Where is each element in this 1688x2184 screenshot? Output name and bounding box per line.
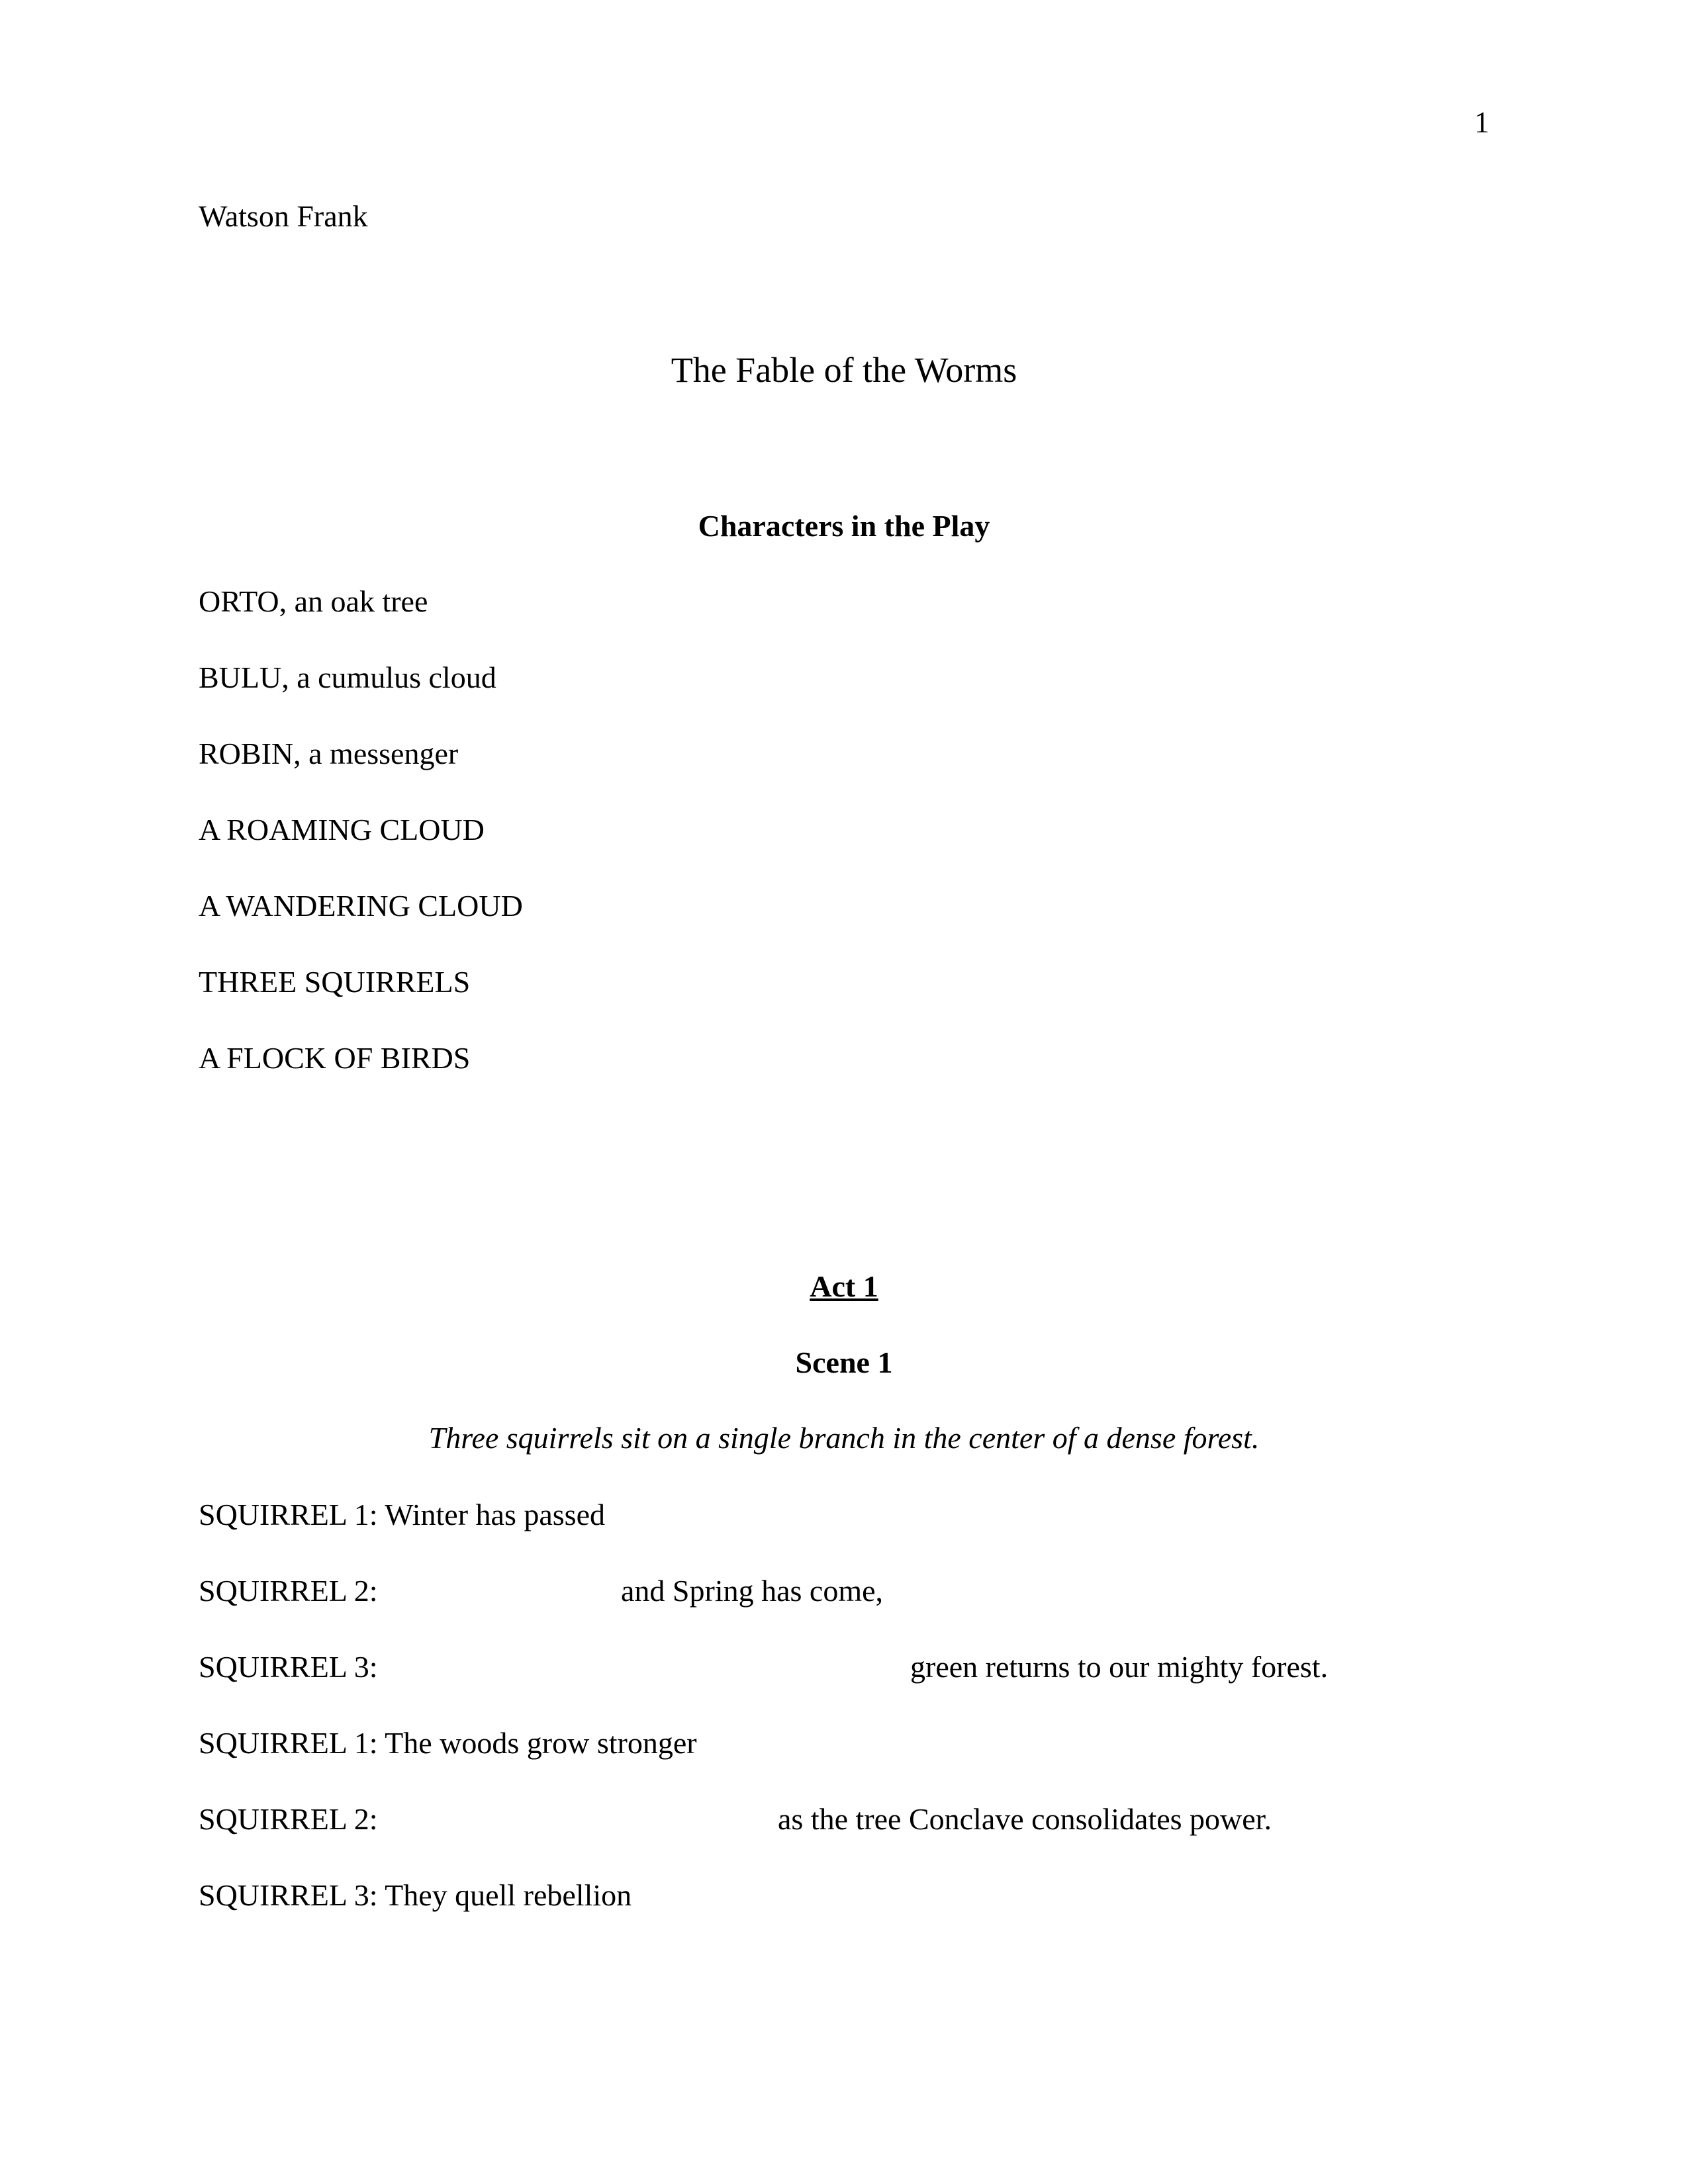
dialogue-line — [199, 1497, 605, 1532]
dialogue-line — [199, 1573, 1456, 1608]
character-item: ROBIN, a messenger — [199, 737, 459, 770]
speaker-name: SQUIRREL 3: — [199, 1878, 378, 1912]
speaker-name: SQUIRREL 1: — [199, 1498, 378, 1531]
dialogue-text: The woods grow stronger — [385, 1726, 697, 1760]
character-item: A ROAMING CLOUD — [199, 813, 485, 846]
dialogue-line — [199, 1801, 1456, 1837]
character-item: A WANDERING CLOUD — [199, 889, 523, 923]
author-name: Watson Frank — [199, 199, 368, 233]
act-heading: Act 1 — [810, 1269, 878, 1303]
speaker-name: SQUIRREL 2: — [199, 1574, 378, 1608]
page-number: 1 — [1474, 105, 1489, 139]
dialogue-line — [199, 1649, 1456, 1684]
speaker-name: SQUIRREL 3: — [199, 1650, 378, 1684]
dialogue-text: Winter has passed — [385, 1498, 605, 1531]
character-item: A FLOCK OF BIRDS — [199, 1041, 471, 1075]
character-item: BULU, a cumulus cloud — [199, 660, 496, 694]
stage-direction: Three squirrels sit on a single branch in the center of a dense forest. — [428, 1421, 1260, 1455]
dialogue-line — [199, 1878, 632, 1913]
character-item: ORTO, an oak tree — [199, 584, 428, 618]
dialogue-text: green returns to our mighty forest. — [910, 1650, 1329, 1684]
characters-heading: Characters in the Play — [698, 509, 990, 543]
scene-heading: Scene 1 — [795, 1345, 893, 1379]
play-title: The Fable of the Worms — [671, 350, 1017, 390]
character-item: THREE SQUIRRELS — [199, 965, 471, 999]
speaker-name: SQUIRREL 2: — [199, 1802, 378, 1836]
dialogue-text: They quell rebellion — [385, 1878, 632, 1912]
dialogue-text: and Spring has come, — [621, 1574, 884, 1608]
dialogue-text: as the tree Conclave consolidates power. — [778, 1802, 1272, 1836]
speaker-name: SQUIRREL 1: — [199, 1726, 378, 1760]
dialogue-line — [199, 1725, 697, 1760]
